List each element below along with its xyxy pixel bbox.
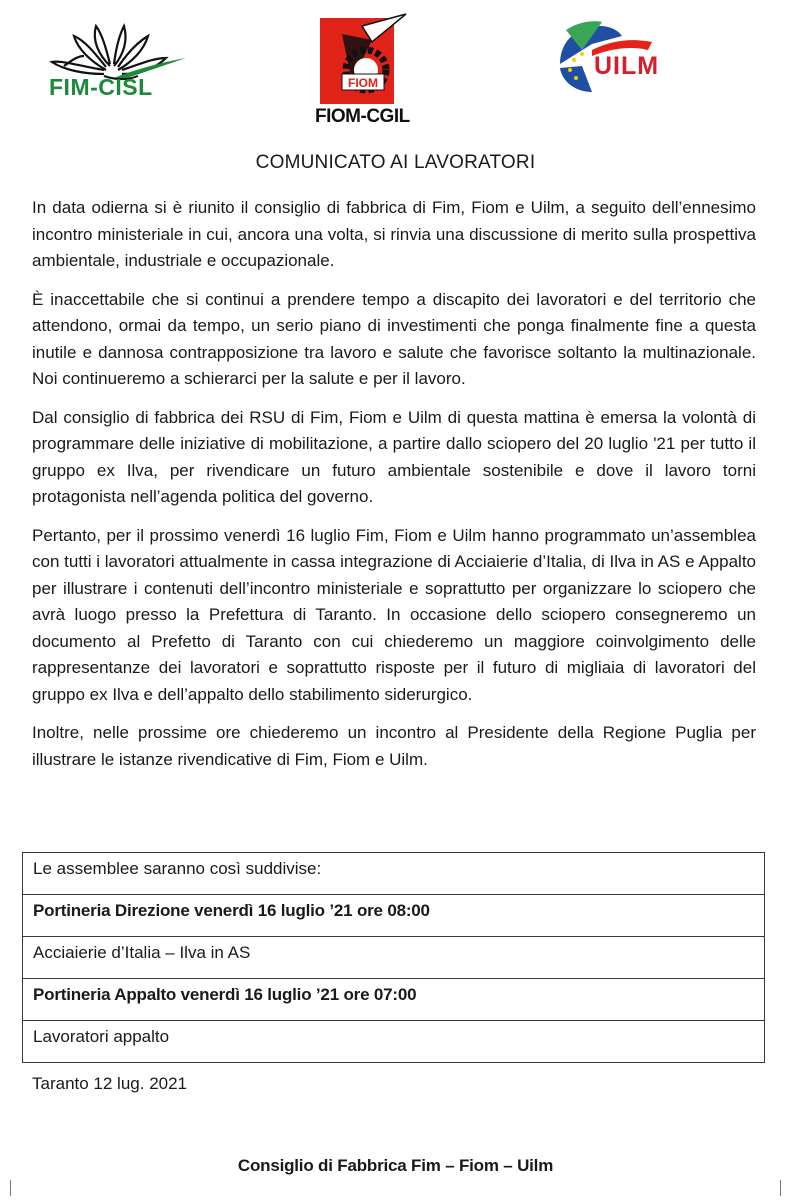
table-cell: Lavoratori appalto [23,1021,765,1063]
table-row [23,1021,765,1063]
table-row [23,979,765,1021]
paragraph: Inoltre, nelle prossime ore chiederemo un incontro al Presidente della Regione Puglia per illustrare le istanze rivendicative di Fim, Fiom e Uilm. [32,723,756,769]
fiom-cgil-logo-text: FIOM-CGIL [315,106,410,127]
page-corner-mark [756,1180,781,1196]
document-body [32,195,756,785]
paragraph: In data odierna si è riunito il consiglio di fabbrica di Fim, Fiom e Uilm, a seguito dell’ennesimo incontro ministeriale in cui, ancora una volta, si rinvia una discussione di merito sulla prospettiva ambientale, industriale e occupazionale. [32,198,756,270]
paragraph: Dal consiglio di fabbrica dei RSU di Fim, Fiom e Uilm di questa mattina è emersa la volontà di programmare delle iniziative di mobilitazione, a partire dallo sciopero del 20 luglio '21 per tutto il gruppo ex Ilva, per rivendicare un futuro ambientale sostenibile e dove il lavoro torni protagonista nell’agenda politica del governo. [32,407,756,506]
document-title: COMUNICATO AI LAVORATORI [255,152,536,173]
header-logos [0,0,791,140]
document-footer-signature: Consiglio di Fabbrica Fim – Fiom – Uilm [237,1156,554,1175]
fiom-badge-text: FIOM [348,76,378,90]
table-row [23,937,765,979]
paragraph: Pertanto, per il prossimo venerdì 16 luglio Fim, Fiom e Uilm hanno programmato un’assemblea con tutti i lavoratori attualmente in cassa integrazione di Acciaierie d’Italia, di Ilva in AS e Appalto per illustrare i contenuti dell’incontro ministeriale e soprattutto per organizzare lo sciopero che avrà luogo presso la Prefettura di Taranto. In occasione dello sciopero consegneremo un documento al Prefetto di Taranto con cui chiederemo un maggiore coinvolgimento delle rappresentanze dei lavoratori e soprattutto risposte per il futuro di migliaia di lavoratori del gruppo ex Ilva e dell’appalto dello stabilimento siderurgico. [32,525,756,704]
table-cell: Le assemblee saranno così suddivise: [23,853,765,895]
paragraph: È inaccettabile che si continui a prendere tempo a discapito dei lavoratori e del territorio che attendono, ormai da tempo, un serio piano di investimenti che ponga finalmente fine a questa inutile e dannosa contrapposizione tra lavoro e salute che favorisce soltanto la multinazionale. Noi continueremo a schierarci per la salute e per il lavoro. [32,289,756,388]
uilm-logo-text: UILM [594,52,660,80]
fim-cisl-logo-text: FIM-CISL [49,74,153,100]
document-date: Taranto 12 lug. 2021 [32,1074,188,1093]
assemblies-table [22,852,765,1063]
page-corner-mark [10,1180,35,1196]
table-row [23,895,765,937]
table-cell: Acciaierie d’Italia – Ilva in AS [23,937,765,979]
table-cell: Portineria Direzione venerdì 16 luglio ’21 ore 08:00 [23,895,765,937]
table-row [23,853,765,895]
table-cell: Portineria Appalto venerdì 16 luglio ’21 ore 07:00 [23,979,765,1021]
